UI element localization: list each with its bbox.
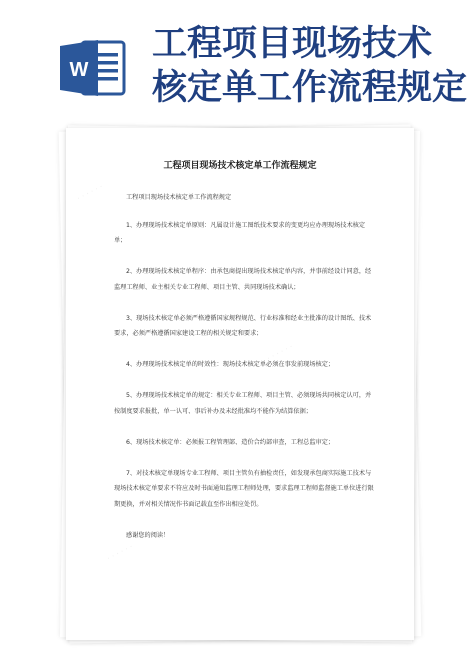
watermark: · · · · · · [265,341,295,364]
logo-letter: W [69,59,89,81]
paragraph: 感谢您的阅读！ [126,531,170,539]
watermark: · · · · · · [75,181,105,204]
banner-title-line-2: 核定单工作流程规定 [152,68,468,108]
word-document-icon [60,38,128,98]
document-page [66,128,414,640]
banner [0,0,474,124]
paragraph: 4、办理现场技术核定单的时效性：现场技术核定单必须在事发前现场核定； [126,361,335,368]
banner-title [152,22,467,110]
watermark: · · · · · · [105,541,135,564]
paragraph: 3、现场技术核定单必须严格遵循国家规程规范、行业标准和经业主批准的设计图纸、技术要求，必须严格遵循国家建设工程的相关规定和要求； [114,314,372,337]
paragraph: 5、办理现场技术核定单的规定：相关专业工程师、项目主管、必须现场共同核定认可，并按制度要求报批，单一认可、事后补办及未经批准均不能作为结算依据； [114,392,372,415]
document-title: 工程项目现场技术核定单工作流程规定 [163,161,317,171]
paragraph: 2、办理现场技术核定单程序：由承包商提出现场技术核定单内容，并事前经设计同意，经监理工程师、业主相关专业工程师、项目主管、共同现场技术确认； [114,268,372,291]
paragraph: 1、办理现场技术核定单原则：凡属设计施工图纸技术要求的变更均应办理现场技术核定单； [114,221,366,244]
paragraph: 6、现场技术核定单：必须报工程管理部、造价合约部审查，工程总监审定； [126,438,335,446]
paragraph: 7、对技术核定单现场专业工程师、项目主管负有抽检责任，如发现承包商实际施工技术与现场技术核定单要求不符应及时书面通知监理工程师处理，要求监理工程师监督施工单位进行限期更换，并对相关情况作书面记载直至作出相应处罚。 [114,469,374,508]
paragraph: 工程项目现场技术核定单工作流程规定 [126,194,232,201]
document-body [114,190,376,559]
banner-title-line-1: 工程项目现场技术 [152,24,433,64]
